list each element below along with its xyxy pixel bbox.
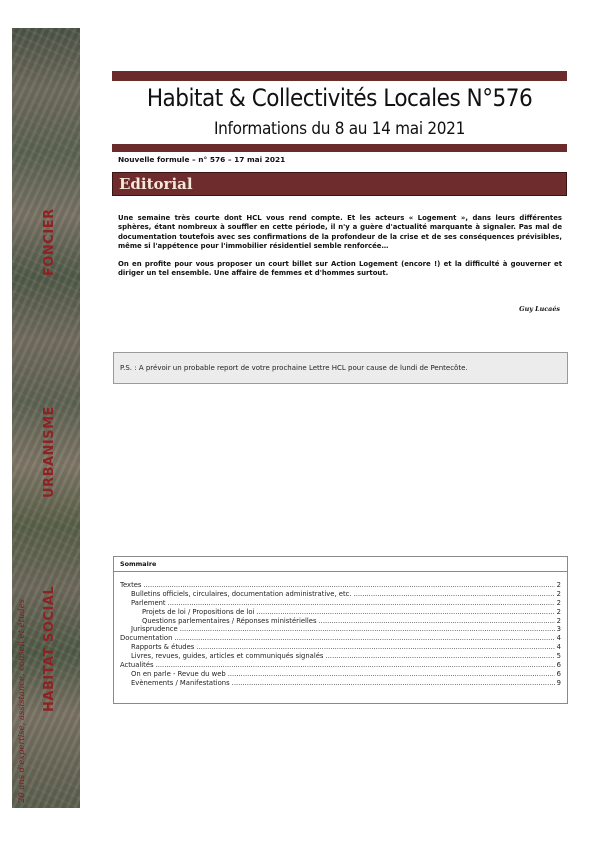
toc-item[interactable]: [120, 590, 561, 599]
toc-label: Textes: [120, 581, 142, 589]
toc-label: Jurisprudence: [131, 625, 178, 634]
ps-box: [113, 352, 568, 384]
toc-label: Documentation: [120, 634, 173, 643]
toc-page: 4: [556, 643, 561, 652]
toc-page: 4: [556, 634, 561, 643]
summary-box: [113, 556, 568, 704]
toc-page: 9: [556, 678, 561, 687]
sidebar-word-habitat-social: HABITAT SOCIAL: [42, 585, 57, 712]
toc-item[interactable]: [120, 608, 561, 617]
toc-item[interactable]: [120, 679, 561, 688]
toc-item[interactable]: [120, 661, 561, 670]
toc-page: 2: [556, 607, 561, 616]
toc-item[interactable]: [120, 581, 561, 590]
toc-item[interactable]: [120, 625, 561, 634]
toc-label: Questions parlementaires / Réponses ministérielles: [142, 616, 317, 625]
header-top-bar: [112, 71, 567, 81]
toc-item[interactable]: [120, 643, 561, 652]
sidebar-word-urbanisme: URBANISME: [42, 406, 57, 498]
toc-item[interactable]: [120, 617, 561, 626]
editorial-heading: Editorial: [119, 175, 193, 193]
summary-heading: Sommaire: [114, 557, 567, 572]
editorial-body: [118, 214, 562, 288]
toc-label: Actualités: [120, 661, 154, 670]
toc-page: 2: [556, 589, 561, 598]
toc-label: Livres, revues, guides, articles et communiqués signalés: [131, 652, 324, 661]
toc-item[interactable]: [120, 652, 561, 661]
header-bottom-bar: [112, 144, 567, 152]
issue-formula: Nouvelle formule – n° 576 – 17 mai 2021: [118, 155, 286, 164]
toc-page: 2: [556, 581, 561, 589]
page-subtitle: Informations du 8 au 14 mai 2021: [213, 119, 466, 139]
toc-label: Parlement: [131, 598, 166, 607]
toc-item[interactable]: [120, 599, 561, 608]
editorial-paragraph: On en profite pour vous proposer un court billet sur Action Logement (encore !) et la difficulté à gouverner et diriger un tel ensemble. Une affaire de femmes et d'hommes surtout.: [118, 260, 562, 278]
toc-label: On en parle - Revue du web: [131, 669, 226, 678]
toc-page: 5: [556, 652, 561, 661]
toc-label: Projets de loi / Propositions de loi: [142, 607, 255, 616]
ps-text: P.S. : A prévoir un probable report de votre prochaine Lettre HCL pour cause de lundi de Pentecôte.: [120, 364, 468, 372]
editorial-paragraph: Une semaine très courte dont HCL vous rend compte. Et les acteurs « Logement », dans leurs différentes sphères, étant nombreux à souffler en cette période, il n'y a guère d'actualité marquante à signaler. Pas mal de documentation toutefois avec ses confirmations de la profondeur de la crise et de ses conséquences prévisibles, même si l'appétence pour l'immobilier résidentiel semble renforcée…: [118, 214, 562, 250]
table-of-contents: [120, 581, 561, 688]
aerial-photo-strip: [12, 28, 80, 808]
toc-page: 2: [556, 616, 561, 625]
sidebar-word-foncier: FONCIER: [42, 208, 57, 276]
sidebar-tagline: 20 ans d'expertise, assistance, conseil et études: [16, 599, 26, 803]
toc-label: Bulletins officiels, circulaires, documentation administrative, etc.: [131, 589, 352, 598]
toc-item[interactable]: [120, 670, 561, 679]
toc-page: 3: [556, 625, 561, 634]
toc-label: Evènements / Manifestations: [131, 678, 230, 687]
page-title: Habitat & Collectivités Locales N°576: [146, 84, 533, 112]
toc-label: Rapports & études: [131, 643, 195, 652]
editorial-signature: Guy Lucaés: [519, 305, 560, 313]
toc-page: 6: [556, 661, 561, 670]
toc-page: 6: [556, 669, 561, 678]
editorial-banner: [112, 172, 567, 196]
toc-page: 2: [556, 598, 561, 607]
toc-item[interactable]: [120, 634, 561, 643]
